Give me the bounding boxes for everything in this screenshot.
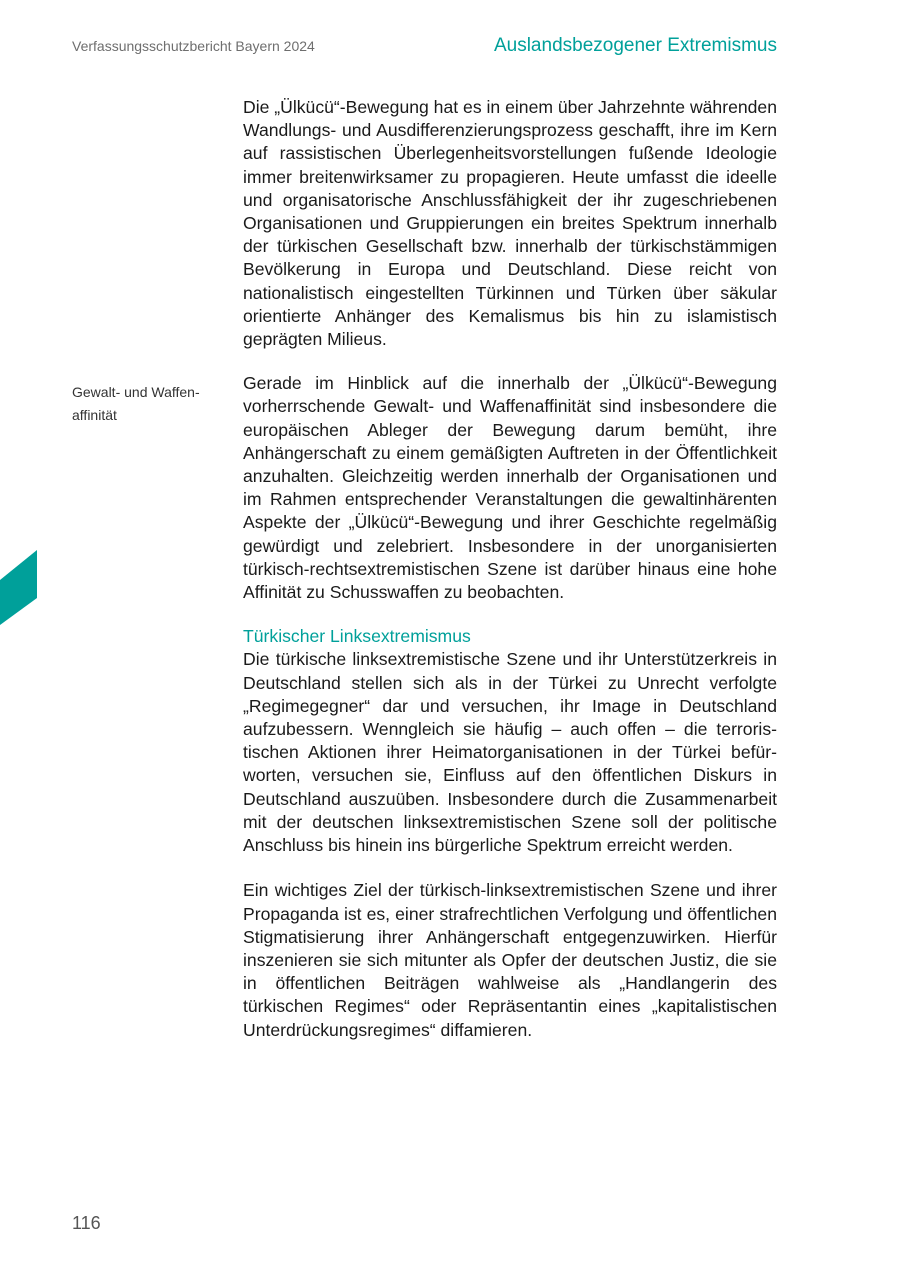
paragraph-violence-affinity: Gerade im Hinblick auf die innerhalb der „Ülkücü“-Bewegung vorherrschende Gewalt- und Waffenaffinität sind insbesondere die europäischen Ableger der Bewegung darum bemüht, ihre Anhängerschaft zu einem gemäßigten Auftreten in der Öffentlichkeit anzuhalten. Gleichzeitig werden innerhalb der Organisationen und im Rahmen entsprechender Veranstaltungen die gewaltinhärenten Aspekte der „Ülkücü“-Bewegung und ihrer Geschichte regelmäßig gewürdigt und zelebriert. Insbesondere in der unorganisierten türkisch-rechtsextremistischen Szene ist darüber hinaus eine hohe Affinität zu Schusswaffen zu beobachten. (243, 373, 777, 603)
main-text (243, 96, 777, 1042)
margin-note: Gewalt- und Waffenaffinität (72, 384, 200, 423)
paragraph-left-extremism: Die türkische linksextremistische Szene und ihr Unterstützerkreis in Deutschland stellen sich als in der Türkei zu Unrecht verfolgte „Regimegegner“ dar und versuchen, ihr Image in Deutschland aufzubessern. Wenngleich sie häufig – auch offen – die terroristischen Aktionen ihrer Heimatorganisationen in der Türkei befürworten, versuchen sie, Einfluss auf den öffentlichen Diskurs in Deutschland auszuüben. Insbesondere durch die Zusammenarbeit mit der deutschen linksextremistischen Szene soll der politische Anschluss bis hinein ins bürgerliche Spektrum erreicht werden. (243, 649, 777, 856)
report-title: Verfassungsschutzbericht Bayern 2024 (72, 38, 315, 54)
paragraph-propaganda: Ein wichtiges Ziel der türkisch-linksextremistischen Szene und ihrer Propaganda ist es, einer strafrechtlichen Verfolgung und öffentlichen Stigmatisierung ihrer Anhängerschaft entgegenzuwirken. Hierfür inszenieren sie sich mitunter als Opfer der deutschen Justiz, die sie in öffentlichen Beiträgen wahlweise als „Handlangerin des türkischen Regimes“ oder Repräsentantin eines „kapitalistischen Unterdrückungsregimes“ diffamieren. (243, 880, 777, 1040)
chapter-title: Auslandsbezogener Extremismus (493, 35, 777, 56)
section-heading: Türkischer Linksextremismus (243, 626, 471, 647)
page-number: 116 (72, 1213, 101, 1233)
paragraph-ulkucu-ideology: Die „Ülkücü“-Bewegung hat es in einem über Jahrzehnte währenden Wandlungs- und Ausdifferenzierungsprozess geschafft, ihre im Kern auf rassistischen Überlegenheitsvorstellungen fußende Ideologie immer breitenwirksamer zu propagieren. Heute umfasst die ideelle und organisatorische Anschlussfähigkeit der ihr zugeschriebenen Organisationen und Gruppierungen ein breites Spektrum innerhalb der türkischen Gesellschaft bzw. innerhalb der türkischstämmigen Bevölkerung in Europa und Deutschland. Diese reicht von nationalistisch eingestellten Türkinnen und Türken über säkular orientierte Anhänger des Kemalismus bis hin zu islamistisch geprägten Milieus. (243, 97, 777, 350)
chapter-marker-tab (0, 550, 37, 625)
